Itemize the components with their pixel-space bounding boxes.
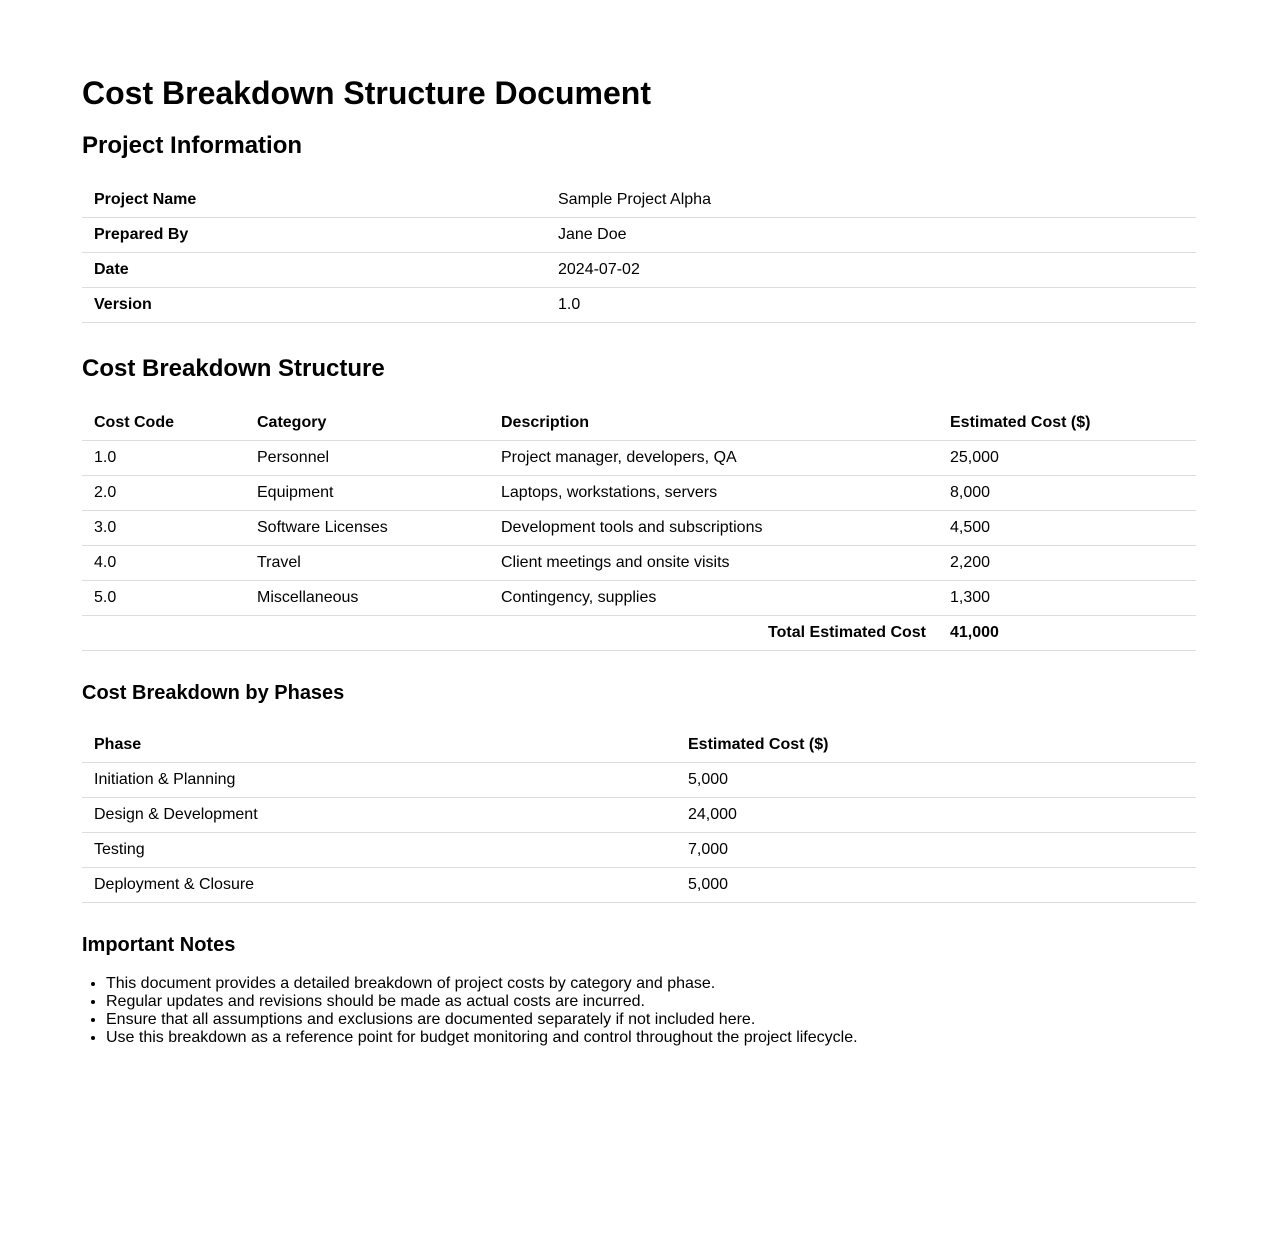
table-header-row — [82, 728, 1196, 763]
cost-code: 5.0 — [82, 581, 245, 616]
table-row — [82, 288, 1196, 323]
column-header: Category — [245, 406, 489, 441]
estimated-cost: 4,500 — [938, 511, 1196, 546]
table-row — [82, 476, 1196, 511]
phases-heading: Cost Breakdown by Phases — [82, 682, 345, 704]
estimated-cost: 8,000 — [938, 476, 1196, 511]
table-row — [82, 798, 1196, 833]
info-value: Jane Doe — [546, 218, 1196, 253]
info-label: Version — [82, 288, 546, 323]
category: Travel — [245, 546, 489, 581]
phase-name: Deployment & Closure — [82, 868, 676, 903]
phase-cost: 5,000 — [676, 868, 1196, 903]
table-row — [82, 763, 1196, 798]
total-label: Total Estimated Cost — [82, 616, 938, 651]
table-row — [82, 218, 1196, 253]
phase-name: Initiation & Planning — [82, 763, 676, 798]
description: Project manager, developers, QA — [489, 441, 938, 476]
info-label: Prepared By — [82, 218, 546, 253]
column-header: Estimated Cost ($) — [676, 728, 1196, 763]
category: Software Licenses — [245, 511, 489, 546]
table-row — [82, 581, 1196, 616]
cbs-heading: Cost Breakdown Structure — [82, 355, 385, 382]
description: Client meetings and onsite visits — [489, 546, 938, 581]
cost-code: 1.0 — [82, 441, 245, 476]
cost-code: 2.0 — [82, 476, 245, 511]
cost-code: 4.0 — [82, 546, 245, 581]
info-value: Sample Project Alpha — [546, 183, 1196, 218]
description: Laptops, workstations, servers — [489, 476, 938, 511]
page-title: Cost Breakdown Structure Document — [82, 75, 651, 111]
description: Development tools and subscriptions — [489, 511, 938, 546]
phases-table — [82, 728, 1196, 903]
description: Contingency, supplies — [489, 581, 938, 616]
category: Personnel — [245, 441, 489, 476]
project-info-heading: Project Information — [82, 132, 303, 159]
notes-heading: Important Notes — [82, 934, 236, 956]
table-row — [82, 183, 1196, 218]
phase-cost: 24,000 — [676, 798, 1196, 833]
info-label: Date — [82, 253, 546, 288]
list-item: • Regular updates and revisions should be made as actual costs are incurred. — [106, 993, 1196, 1011]
total-row — [82, 616, 1196, 651]
cost-code: 3.0 — [82, 511, 245, 546]
estimated-cost: 2,200 — [938, 546, 1196, 581]
list-item: • Use this breakdown as a reference point for budget monitoring and control throughout the project lifecycle. — [106, 1029, 1196, 1047]
phase-name: Design & Development — [82, 798, 676, 833]
column-header: Estimated Cost ($) — [938, 406, 1196, 441]
phase-cost: 7,000 — [676, 833, 1196, 868]
info-value: 2024-07-02 — [546, 253, 1196, 288]
info-label: Project Name — [82, 183, 546, 218]
list-item: • Ensure that all assumptions and exclusions are documented separately if not included here. — [106, 1011, 1196, 1029]
list-item: • This document provides a detailed breakdown of project costs by category and phase. — [106, 975, 1196, 993]
info-value: 1.0 — [546, 288, 1196, 323]
project-info-table — [82, 183, 1196, 323]
table-row — [82, 253, 1196, 288]
table-row — [82, 833, 1196, 868]
cost-breakdown-table — [82, 406, 1196, 651]
category: Equipment — [245, 476, 489, 511]
estimated-cost: 25,000 — [938, 441, 1196, 476]
table-row — [82, 546, 1196, 581]
column-header: Phase — [82, 728, 676, 763]
estimated-cost: 1,300 — [938, 581, 1196, 616]
column-header: Description — [489, 406, 938, 441]
table-row — [82, 868, 1196, 903]
phase-cost: 5,000 — [676, 763, 1196, 798]
table-row — [82, 511, 1196, 546]
table-row — [82, 441, 1196, 476]
column-header: Cost Code — [82, 406, 245, 441]
category: Miscellaneous — [245, 581, 489, 616]
notes-list — [82, 975, 1196, 1047]
table-header-row — [82, 406, 1196, 441]
phase-name: Testing — [82, 833, 676, 868]
total-value: 41,000 — [938, 616, 1196, 651]
